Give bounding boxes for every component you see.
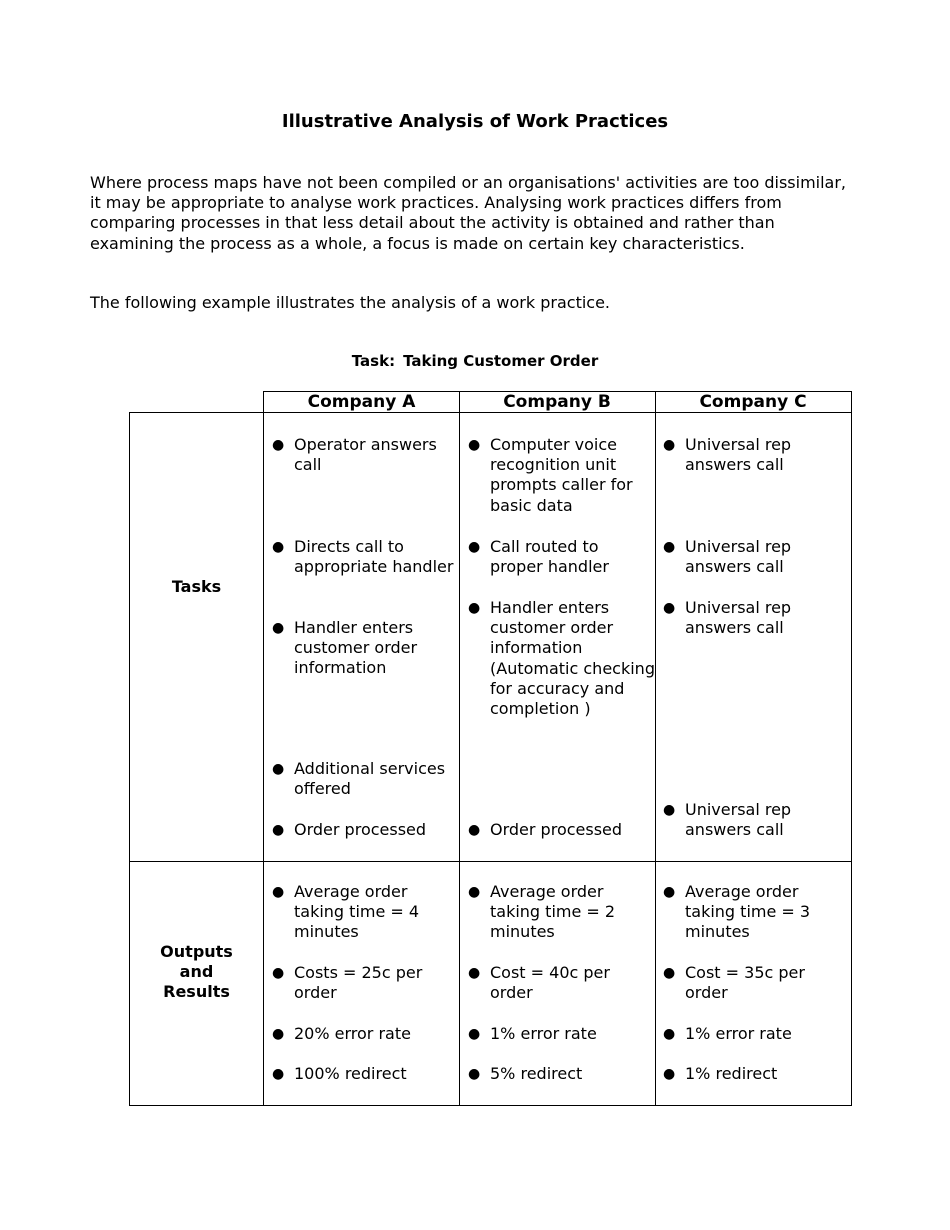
row-label-tasks: Tasks <box>171 577 222 596</box>
bullet-icon: ● <box>468 437 481 453</box>
bullet-icon: ● <box>272 1026 285 1042</box>
bullet-icon: ● <box>272 884 285 900</box>
row-label-outputs-text: Outputs and Results <box>160 942 233 1002</box>
bullet-icon: ● <box>663 802 676 818</box>
bullet-icon: ● <box>468 884 481 900</box>
bullet-icon: ● <box>663 600 676 616</box>
example-paragraph: The following example illustrates the analysis of a work practice. <box>90 293 611 312</box>
bullet-icon: ● <box>272 437 285 453</box>
intro-paragraph: Where process maps have not been compiled or an organisations' activities are too dissimilar, it may be appropriate to analyse work practices. Analysing work practices differs from comparing processes in that less detail about the activity is obtained and rather than examining the process as a whole, a focus is made on certain key characteristics. <box>90 173 847 253</box>
row-label-outputs <box>130 942 263 1003</box>
bullet-icon: ● <box>468 600 481 616</box>
task-heading <box>0 352 950 370</box>
bullet-icon: ● <box>272 620 285 636</box>
bullet-icon: ● <box>663 437 676 453</box>
task-name: Taking Customer Order <box>403 352 599 370</box>
bullet-icon: ● <box>272 761 285 777</box>
header-company-a: Company A <box>263 391 460 413</box>
document-title: Illustrative Analysis of Work Practices <box>281 111 669 132</box>
header-company-c: Company C <box>655 391 852 413</box>
bullet-icon: ● <box>468 822 481 838</box>
bullet-icon: ● <box>468 965 481 981</box>
bullet-icon: ● <box>663 539 676 555</box>
bullet-icon: ● <box>663 1066 676 1082</box>
bullet-icon: ● <box>272 1066 285 1082</box>
bullet-icon: ● <box>663 884 676 900</box>
bullet-icon: ● <box>468 539 481 555</box>
bullet-icon: ● <box>468 1066 481 1082</box>
bullet-icon: ● <box>272 965 285 981</box>
header-company-b: Company B <box>459 391 656 413</box>
bullet-icon: ● <box>272 539 285 555</box>
bullet-icon: ● <box>468 1026 481 1042</box>
bullet-icon: ● <box>663 1026 676 1042</box>
bullet-icon: ● <box>663 965 676 981</box>
task-label: Task: <box>351 352 396 370</box>
tasks-label-cell <box>129 412 264 862</box>
bullet-icon: ● <box>272 822 285 838</box>
